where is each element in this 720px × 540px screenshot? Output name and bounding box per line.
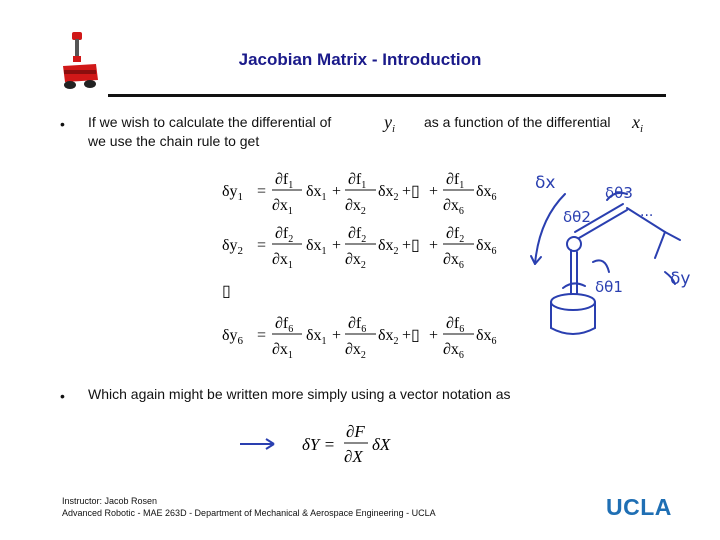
svg-text:∂x2: $\partial x_2$ bbox=[345, 251, 366, 271]
svg-text:+: + bbox=[429, 327, 439, 344]
var-y-sub: i bbox=[392, 123, 396, 135]
svg-text:+: + bbox=[332, 237, 342, 254]
sketch-label-dx: δx bbox=[535, 173, 556, 193]
svg-text:∂f2: $\partial f_2$ bbox=[446, 225, 465, 245]
svg-text:∂F: ∂F bbox=[346, 422, 365, 441]
bullet-2-marker: • bbox=[60, 388, 65, 404]
svg-text:δy2: $\delta y_2$ bbox=[222, 237, 244, 257]
vector-equation bbox=[236, 420, 416, 470]
svg-text:δX: δX bbox=[372, 435, 391, 454]
robot-arm-sketch bbox=[515, 160, 705, 350]
svg-text:δx6: $\delta x_6$ bbox=[476, 327, 497, 347]
sketch-label-dtheta3: δθ3 bbox=[605, 184, 633, 202]
svg-text:∂f1: $\partial f_1$ bbox=[275, 171, 294, 191]
bullet-1-text-a: If we wish to calculate the differential of bbox=[88, 114, 332, 130]
sketch-label-dy: δy bbox=[670, 269, 691, 289]
svg-text:+▯: +▯ bbox=[402, 237, 420, 254]
bullet-2-text: Which again might be written more simply using a vector notation as bbox=[88, 386, 511, 402]
footer-instructor: Instructor: Jacob Rosen bbox=[62, 496, 158, 506]
svg-text:∂f1: $\partial f_1$ bbox=[348, 171, 367, 191]
svg-text:∂f2: $\partial f_2$ bbox=[348, 225, 367, 245]
sketch-label-dtheta2: δθ2 bbox=[563, 208, 591, 226]
svg-text:δx6: $\delta x_6$ bbox=[476, 183, 497, 203]
svg-text:∂x2: $\partial x_2$ bbox=[345, 341, 366, 361]
sketch-label-dots: ... bbox=[640, 204, 654, 220]
svg-text:δx2: $\delta x_2$ bbox=[378, 183, 399, 203]
vertical-ellipsis-glyph: ▯ bbox=[222, 283, 231, 300]
svg-text:+: + bbox=[332, 327, 342, 344]
svg-text:δx6: $\delta x_6$ bbox=[476, 237, 497, 257]
chain-rule-equations bbox=[222, 168, 512, 368]
svg-text:∂x1: $\partial x_1$ bbox=[272, 341, 293, 361]
bullet-1-marker: • bbox=[60, 116, 65, 132]
svg-text:∂X: ∂X bbox=[344, 447, 363, 466]
var-x-i bbox=[632, 112, 643, 135]
svg-text:∂x6: $\partial x_6$ bbox=[443, 197, 464, 217]
svg-text:+: + bbox=[429, 183, 439, 200]
svg-text:+▯: +▯ bbox=[402, 327, 420, 344]
footer bbox=[62, 495, 436, 519]
svg-text:∂x1: $\partial x_1$ bbox=[272, 251, 293, 271]
svg-text:=: = bbox=[257, 183, 267, 200]
var-x-letter: x bbox=[632, 112, 640, 132]
sketch-label-dtheta1: δθ1 bbox=[595, 278, 623, 296]
equation-row-1 bbox=[222, 171, 497, 217]
ucla-logo: UCLA bbox=[606, 494, 672, 520]
svg-text:δy1: $\delta y_1$ bbox=[222, 183, 244, 203]
svg-text:δy6: $\delta y_6$ bbox=[222, 327, 244, 347]
svg-text:=: = bbox=[257, 237, 267, 254]
svg-text:+: + bbox=[429, 237, 439, 254]
bullet-1-text-c: we use the chain rule to get bbox=[88, 133, 260, 149]
svg-text:δY =: δY = bbox=[302, 435, 336, 454]
var-y-i bbox=[384, 112, 395, 135]
svg-text:+: + bbox=[332, 183, 342, 200]
svg-text:=: = bbox=[257, 327, 267, 344]
var-x-sub: i bbox=[640, 123, 644, 135]
equation-row-6 bbox=[222, 315, 497, 361]
svg-text:δx2: $\delta x_2$ bbox=[378, 327, 399, 347]
var-y-letter: y bbox=[384, 112, 392, 132]
svg-text:∂f1: $\partial f_1$ bbox=[446, 171, 465, 191]
svg-text:∂f6: $\partial f_6$ bbox=[348, 315, 367, 335]
svg-text:∂x6: $\partial x_6$ bbox=[443, 341, 464, 361]
svg-text:∂x2: $\partial x_2$ bbox=[345, 197, 366, 217]
svg-text:∂f6: $\partial f_6$ bbox=[275, 315, 294, 335]
footer-course: Advanced Robotic - MAE 263D - Department of Mechanical & Aerospace Engineering - UCLA bbox=[62, 508, 436, 518]
svg-text:+▯: +▯ bbox=[402, 183, 420, 200]
slide-title: Jacobian Matrix - Introduction bbox=[238, 50, 482, 69]
bullet-1-text-b: as a function of the differential bbox=[424, 114, 611, 130]
svg-text:∂f2: $\partial f_2$ bbox=[275, 225, 294, 245]
svg-text:δx1: $\delta x_1$ bbox=[306, 237, 327, 257]
svg-text:∂f6: $\partial f_6$ bbox=[446, 315, 465, 335]
svg-text:δx2: $\delta x_2$ bbox=[378, 237, 399, 257]
svg-text:δx1: $\delta x_1$ bbox=[306, 183, 327, 203]
equation-row-2 bbox=[222, 225, 497, 271]
title-rule bbox=[108, 94, 666, 97]
svg-text:∂x6: $\partial x_6$ bbox=[443, 251, 464, 271]
svg-text:∂x1: $\partial x_1$ bbox=[272, 197, 293, 217]
svg-text:δx1: $\delta x_1$ bbox=[306, 327, 327, 347]
